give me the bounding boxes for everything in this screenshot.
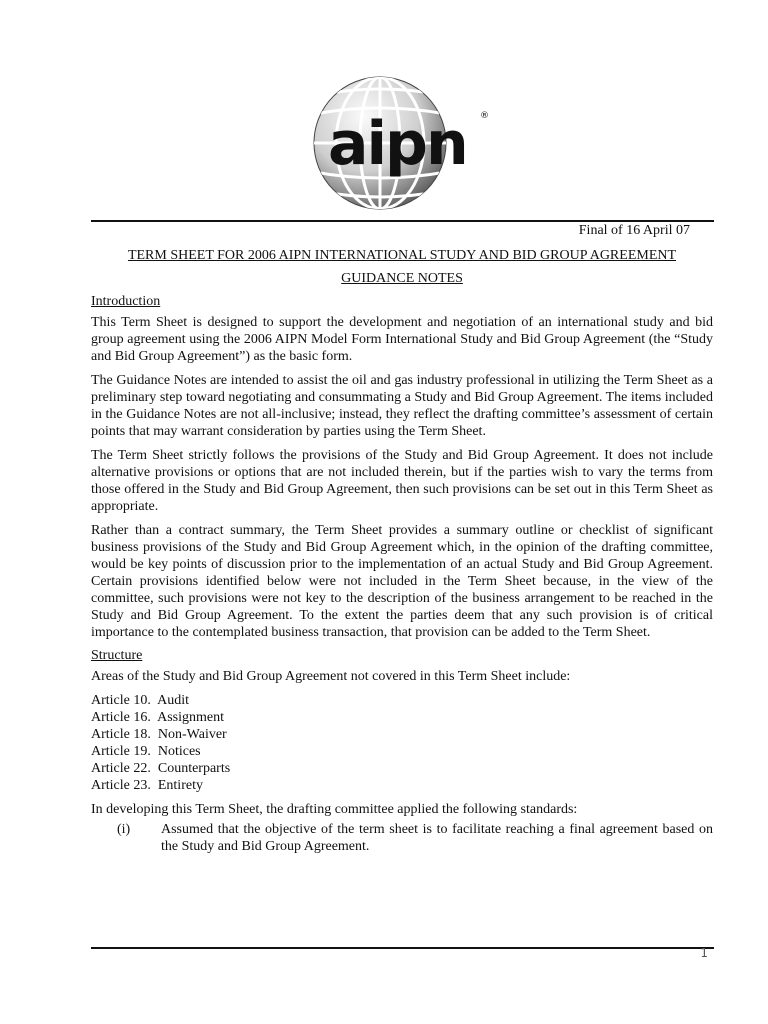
version-note: Final of 16 April 07 [578, 223, 690, 238]
intro-paragraph-2: The Guidance Notes are intended to assist the oil and gas industry professional in utilizing the Term Sheet as a preliminary step toward negotiating and consummating a Study and Bid Group Agreement. The items included in the Guidance Notes are not all-inclusive; instead, they reflect the drafting committee’s assessment of certain points that may warrant consideration by parties using the Term Sheet. [91, 373, 713, 439]
document-title: TERM SHEET FOR 2006 AIPN INTERNATIONAL STUDY AND BID GROUP AGREEMENT [127, 248, 677, 263]
footer-rule [91, 947, 714, 949]
standard-text: Assumed that the objective of the term sheet is to facilitate reaching a final agreement based on the Study and Bid Group Agreement. [161, 822, 713, 854]
standard-item [91, 821, 713, 855]
globe-icon [310, 74, 494, 212]
intro-paragraph-4: Rather than a contract summary, the Term Sheet provides a summary outline or checklist of significant business provisions of the Study and Bid Group Agreement which, in the opinion of the drafting committee, would be key points of discussion prior to the implementation of an actual Study and Bid Group Agreement. Certain provisions identified below were not included in the Term Sheet because, in the view of the committee, such provisions were not key to the description of the business arrangement to be reached in the Study and Bid Group Agreement. To the extent the parties deem that any such provision is of critical importance to the contemplated business transaction, that provision can be added to the Term Sheet. [91, 523, 713, 640]
list-item: Article 22. Counterparts [91, 761, 231, 776]
intro-paragraph-1: This Term Sheet is designed to support the development and negotiation of an international study and bid group agreement using the 2006 AIPN Model Form International Study and Bid Group Agreement (the “Study and Bid Group Agreement”) as the basic form. [91, 315, 713, 364]
list-item: Article 18. Non-Waiver [91, 727, 227, 742]
aipn-logo [310, 74, 494, 212]
list-item: Article 19. Notices [91, 744, 201, 759]
list-item: Article 16. Assignment [91, 710, 224, 725]
structure-heading: Structure [91, 648, 143, 663]
standard-number: (i) [117, 822, 131, 837]
document-body [91, 222, 713, 855]
list-item: Article 10. Audit [91, 693, 189, 708]
logo-text: aipn [328, 109, 467, 179]
standards-lead: In developing this Term Sheet, the drafting committee applied the following standards: [91, 802, 578, 817]
excluded-articles-list [91, 692, 713, 794]
list-item: Article 23. Entirety [91, 778, 203, 793]
structure-lead: Areas of the Study and Bid Group Agreement not covered in this Term Sheet include: [91, 669, 571, 684]
introduction-heading: Introduction [91, 294, 161, 309]
document-subtitle: GUIDANCE NOTES [341, 271, 463, 286]
intro-paragraph-3: The Term Sheet strictly follows the provisions of the Study and Bid Group Agreement. It does not include alternative provisions or options that are not included therein, but if the parties wish to vary the terms from those offered in the Study and Bid Group Agreement, then such provisions can be set out in this Term Sheet as appropriate. [91, 448, 713, 514]
page-number: 1 [700, 946, 708, 960]
registered-mark: ® [480, 111, 489, 121]
